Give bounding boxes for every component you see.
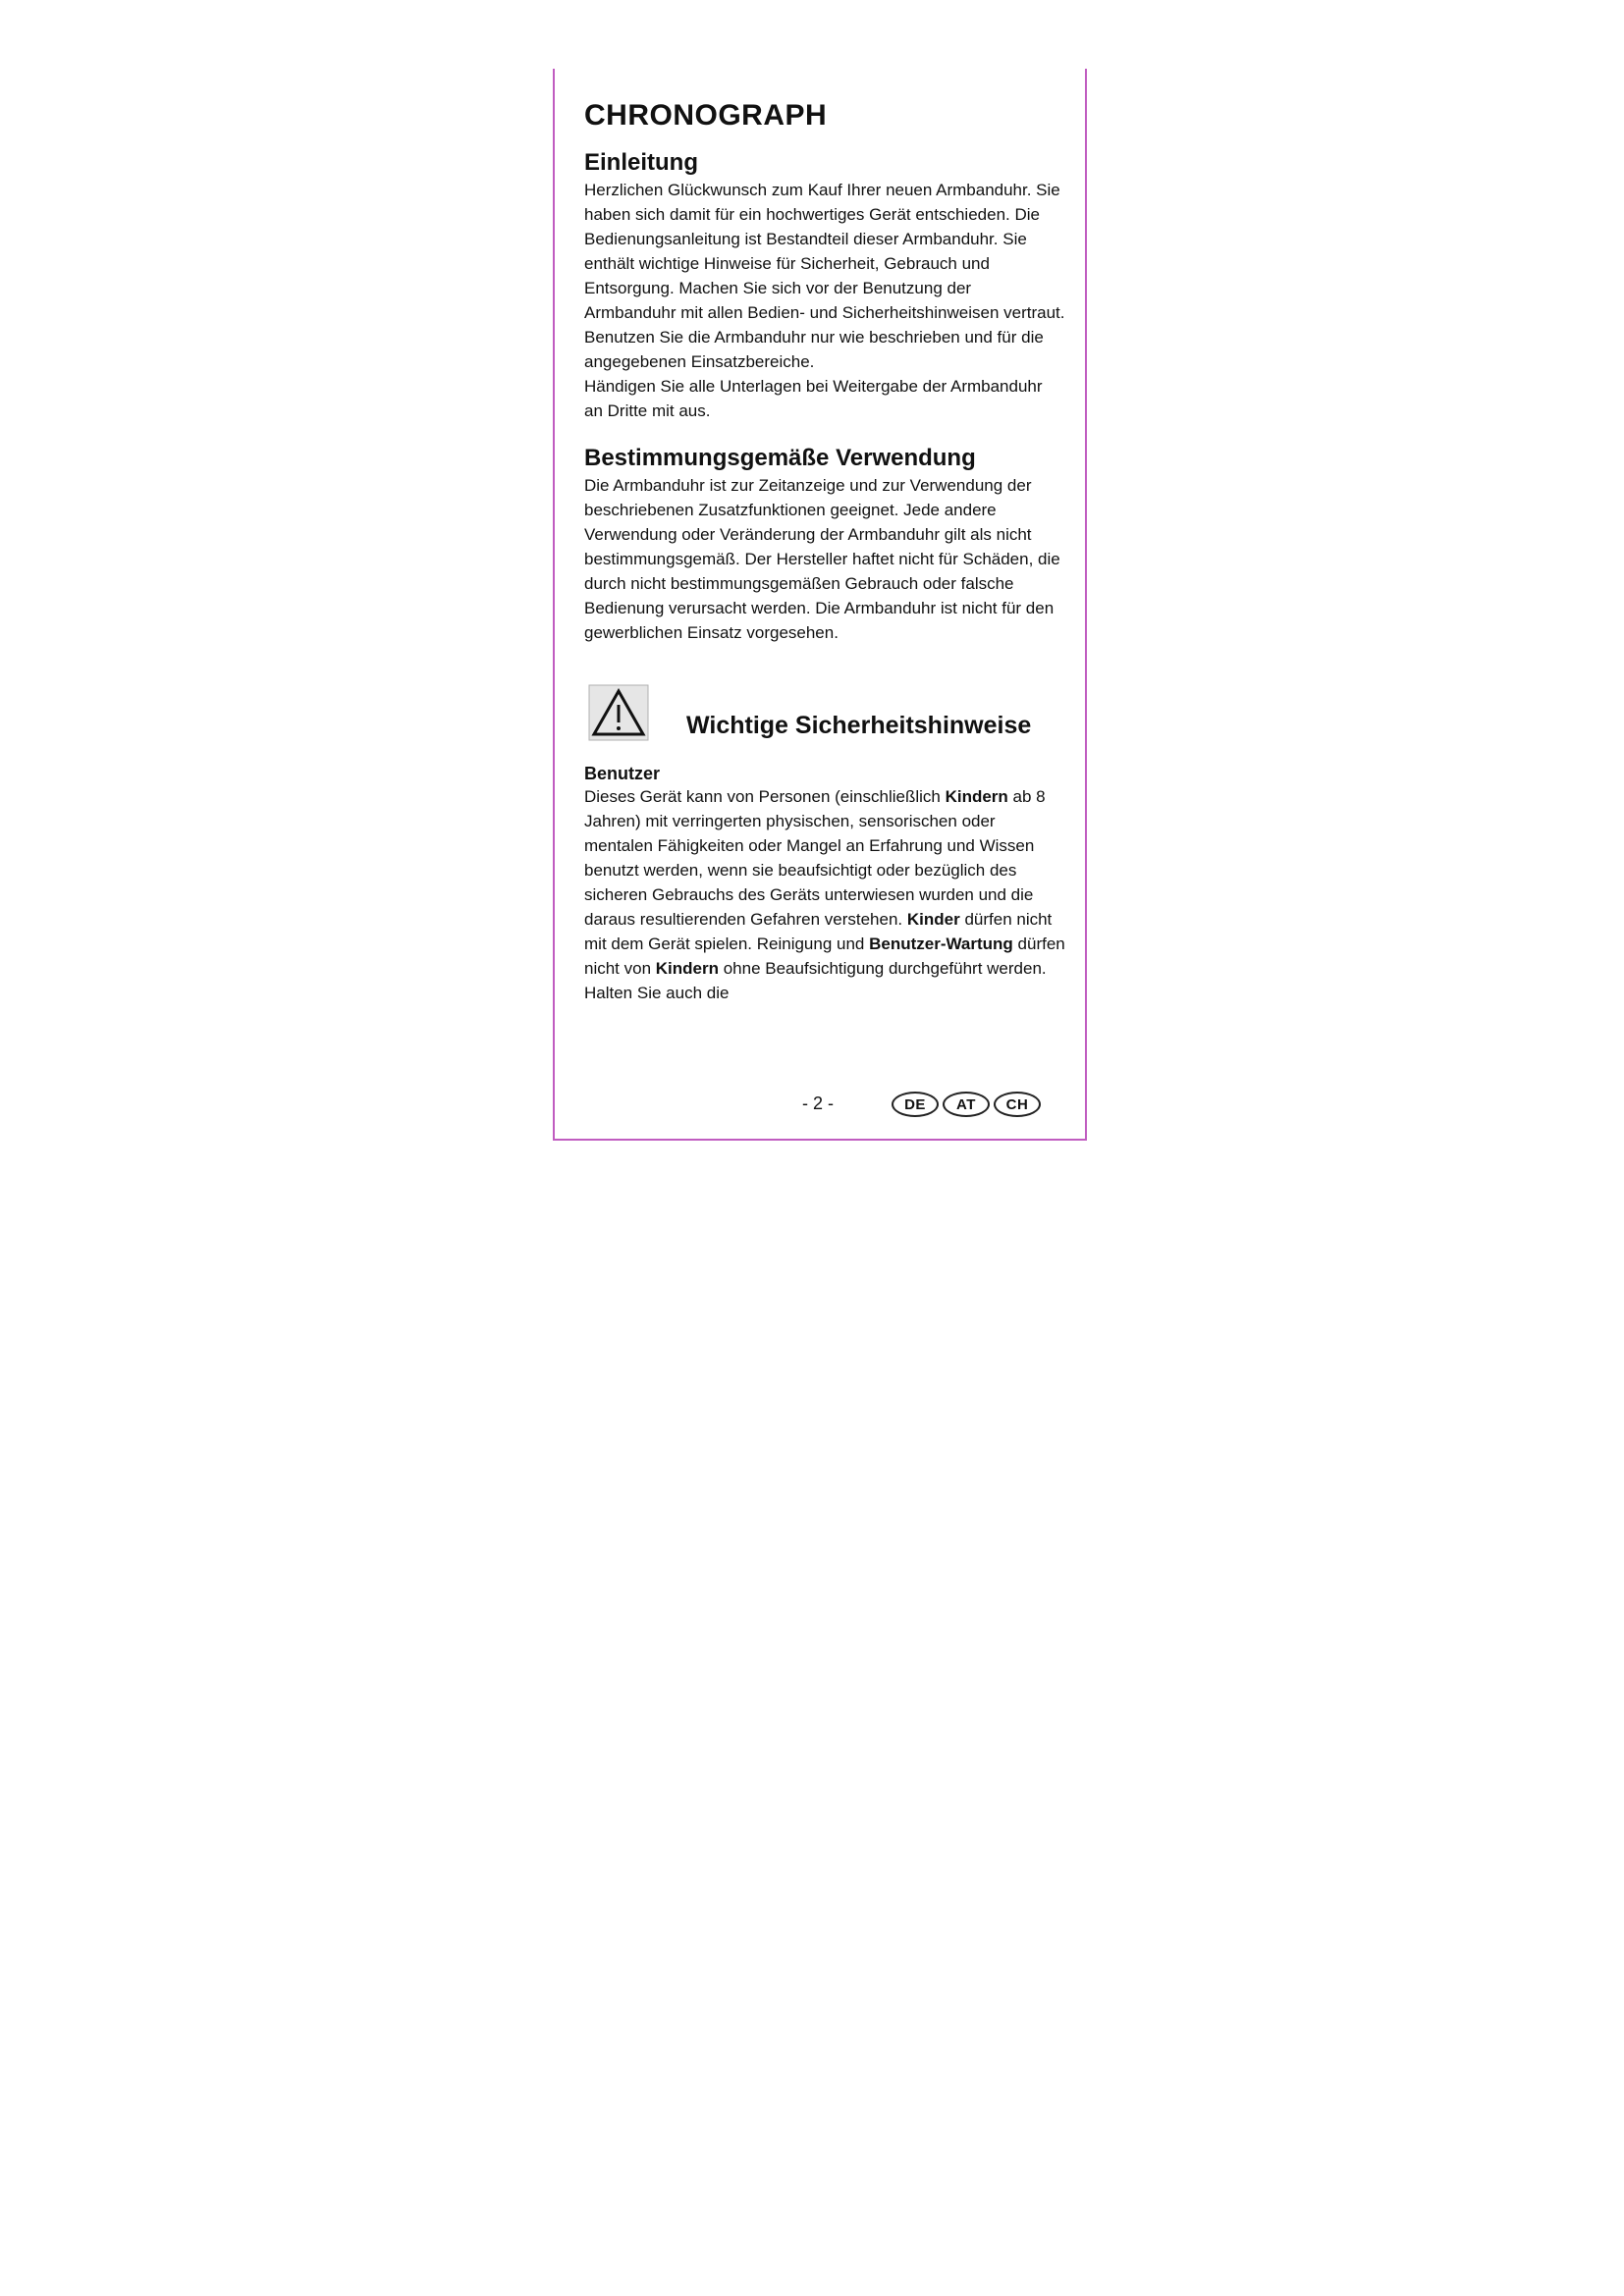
users-text-2: ab 8 Jahren) mit verringerten physischen, sensorischen oder mentalen Fähigkeiten oder Mangel an Erfahrung und Wissen benutzt werden, wenn sie beaufsichtigt oder bezüglich des sicheren Gebrauchs des Geräts unterwiesen wurden und die daraus resultierenden Gefahren verstehen.: [584, 786, 1046, 929]
users-bold-2: Kinder: [906, 909, 960, 929]
users-text-3: dürfen nicht mit dem Gerät spielen. Reinigung und: [584, 909, 1053, 953]
users-bold-3: Benutzer-Wartung: [869, 934, 1013, 953]
page-number: - 2 -: [802, 1094, 835, 1113]
country-badge-at: AT: [943, 1092, 990, 1117]
safety-heading: Wichtige Sicherheitshinweise: [686, 712, 1032, 740]
users-bold-4: Kindern: [655, 958, 719, 978]
intro-heading: Einleitung: [584, 149, 698, 176]
country-badge-de: DE: [892, 1092, 939, 1117]
document-title: CHRONOGRAPH: [584, 99, 828, 132]
intro-section: [584, 149, 1065, 423]
intro-paragraph-1: Herzlichen Glückwunsch zum Kauf Ihrer neuen Armbanduhr. Sie haben sich damit für ein hochwertiges Gerät entschieden. Die Bedienungsanleitung ist Bestandteil dieser Armbanduhr. Sie enthält wichtige Hinweise für Sicherheit, Gebrauch und Entsorgung. Machen Sie sich vor der Benutzung der Armbanduhr mit allen Bedien- und Sicherheitshinweisen vertraut. Benutzen Sie die Armbanduhr nur wie beschrieben und für die angegebenen Einsatzbereiche.: [584, 180, 1065, 371]
users-text-1: Dieses Gerät kann von Personen (einschließlich: [584, 786, 946, 806]
users-text-5: ohne Beaufsichtigung durchgeführt werden. Halten Sie auch die: [584, 958, 1047, 1002]
page-content: [584, 98, 1065, 1005]
intro-paragraph-2: Händigen Sie alle Unterlagen bei Weitergabe der Armbanduhr an Dritte mit aus.: [584, 376, 1043, 420]
users-bold-1: Kindern: [945, 786, 1008, 806]
country-badges: [892, 1092, 1041, 1117]
country-badge-ch: CH: [994, 1092, 1041, 1117]
page-footer: [553, 1092, 1087, 1121]
usage-heading: Bestimmungsgemäße Verwendung: [584, 444, 976, 471]
usage-section: [584, 445, 1065, 645]
safety-section: [584, 678, 1065, 1005]
warning-triangle-icon: [588, 684, 649, 741]
safety-header: [584, 678, 1065, 747]
users-paragraph: [584, 784, 1065, 1005]
users-heading: Benutzer: [584, 763, 661, 783]
usage-paragraph: Die Armbanduhr ist zur Zeitanzeige und zur Verwendung der beschriebenen Zusatzfunktionen geeignet. Jede andere Verwendung oder Veränderung der Armbanduhr gilt als nicht bestimmungsgemäß. Der Hersteller haftet nicht für Schäden, die durch nicht bestimmungsgemäßen Gebrauch oder falsche Bedienung verursacht werden. Die Armbanduhr ist nicht für den gewerblichen Einsatz vorgesehen.: [584, 475, 1060, 642]
users-text-4: dürfen nicht von: [584, 934, 1065, 978]
